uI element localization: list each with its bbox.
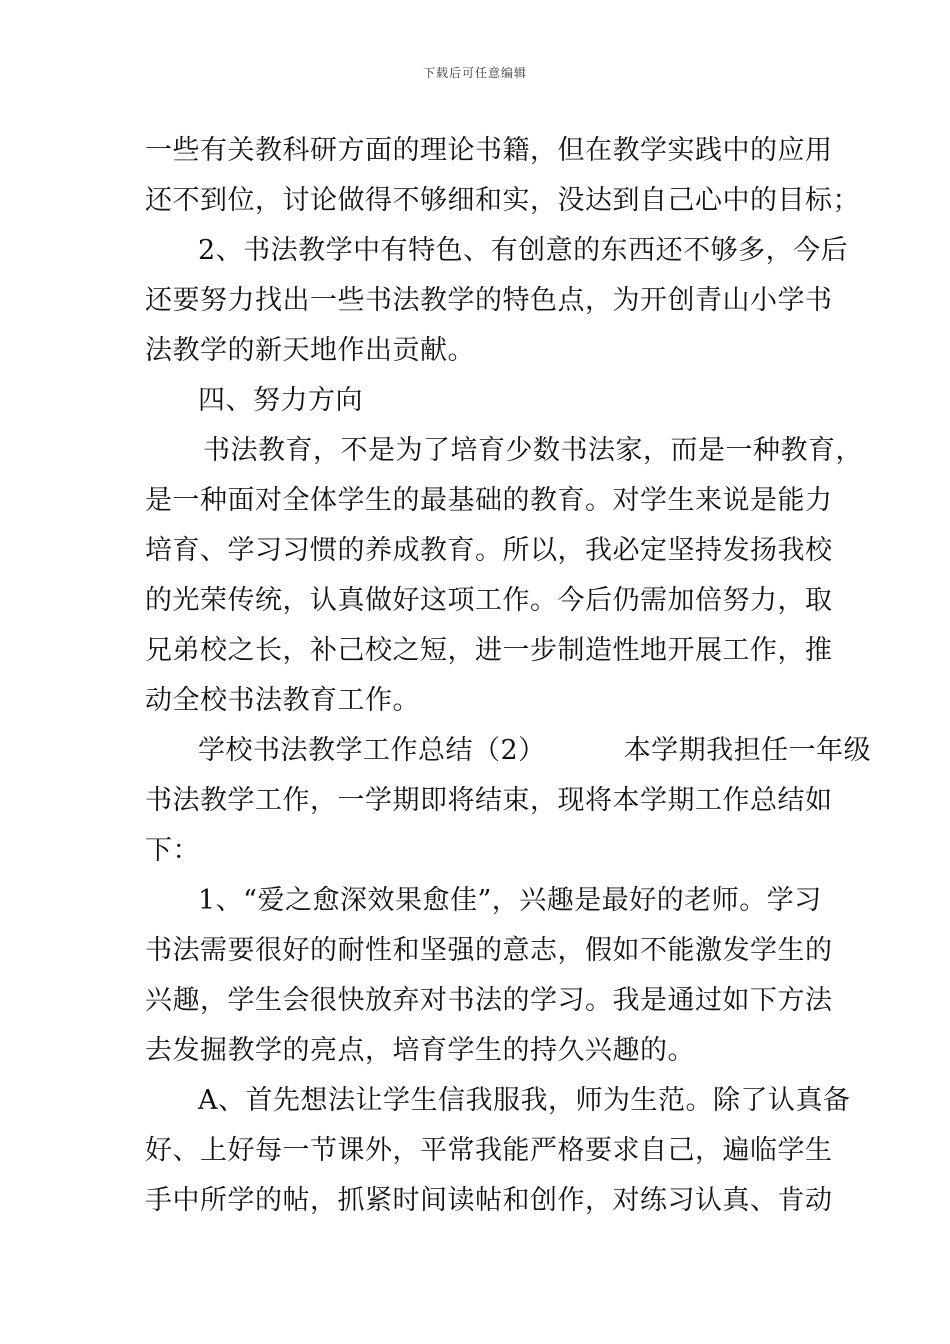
text-line: 书法教育，不是为了培育少数书法家，而是一种教育， bbox=[203, 435, 863, 466]
text-line: 一些有关教科研方面的理论书籍，但在教学实践中的应用 bbox=[145, 135, 833, 166]
text-line: 1、“爱之愈深效果愈佳”，兴趣是最好的老师。学习 bbox=[198, 885, 822, 916]
text-line: 培育、学习习惯的养成教育。所以，我必定坚持发扬我校 bbox=[145, 535, 833, 566]
text-line: 是一种面对全体学生的最基础的教育。对学生来说是能力 bbox=[145, 485, 833, 516]
text-line: A、首先想法让学生信我服我，师为生范。除了认真备 bbox=[198, 1085, 851, 1116]
text-line: 手中所学的帖，抓紧时间读帖和创作，对练习认真、肯动 bbox=[145, 1185, 833, 1216]
text-line: 好、上好每一节课外，平常我能严格要求自己，遍临学生 bbox=[145, 1135, 833, 1166]
text-line: 书法需要很好的耐性和坚强的意志，假如不能激发学生的 bbox=[145, 935, 833, 966]
text-line: 动全校书法教育工作。 bbox=[145, 685, 420, 716]
text-line: 还不到位，讨论做得不够细和实，没达到自己心中的目标； bbox=[145, 185, 860, 216]
page-header-note: 下载后可任意编辑 bbox=[422, 66, 527, 80]
text-line: 兄弟校之长，补己校之短，进一步制造性地开展工作，推 bbox=[145, 635, 833, 666]
text-line: 下： bbox=[145, 835, 200, 866]
summary-title: 学校书法教学工作总结（2） bbox=[198, 735, 546, 766]
text-fragment: 本学期我担任一年级 bbox=[623, 735, 872, 766]
text-line: 书法教学工作，一学期即将结束，现将本学期工作总结如 bbox=[145, 785, 833, 816]
text-line: 法教学的新天地作出贡献。 bbox=[145, 335, 475, 366]
text-line: 兴趣，学生会很快放弃对书法的学习。我是通过如下方法 bbox=[145, 985, 833, 1016]
section-heading: 四、努力方向 bbox=[198, 385, 363, 416]
document-body bbox=[145, 126, 872, 1226]
text-line: 2、书法教学中有特色、有创意的东西还不够多，今后 bbox=[198, 235, 849, 266]
text-line bbox=[145, 726, 872, 776]
text-line: 还要努力找出一些书法教学的特色点，为开创青山小学书 bbox=[145, 285, 833, 316]
text-line: 去发掘教学的亮点，培育学生的持久兴趣的。 bbox=[145, 1035, 695, 1066]
text-line: 的光荣传统，认真做好这项工作。今后仍需加倍努力，取 bbox=[145, 585, 833, 616]
